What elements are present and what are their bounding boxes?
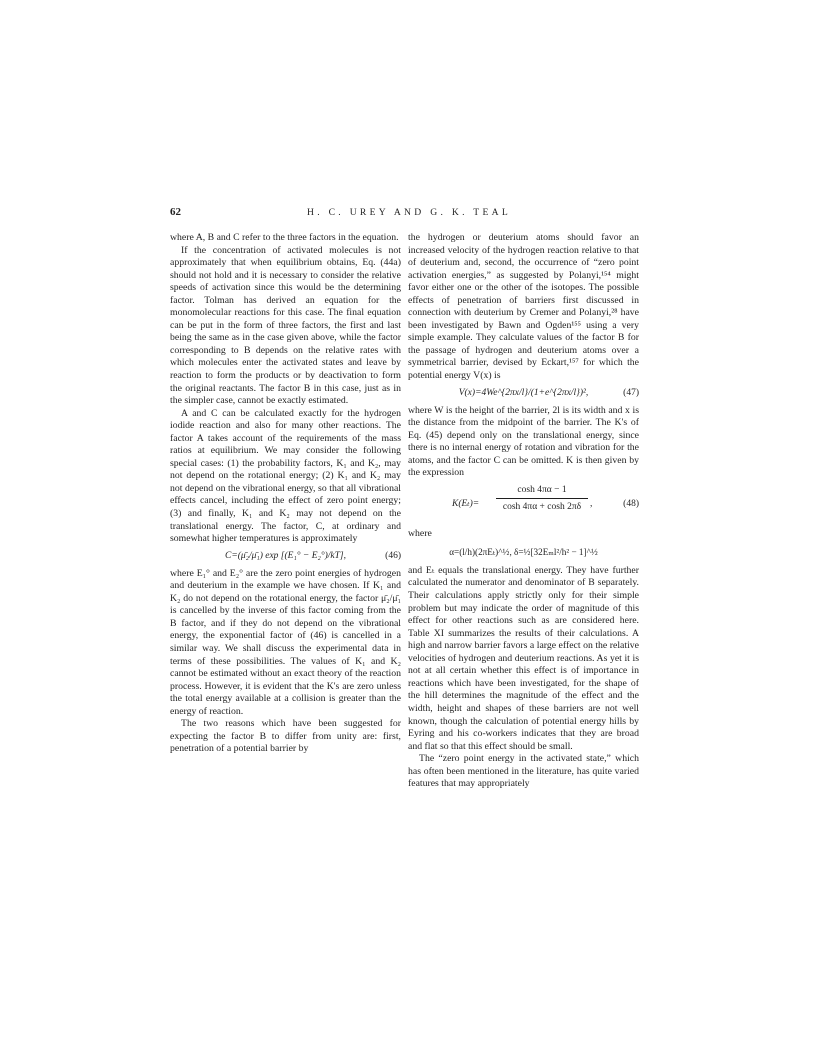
paragraph: The two reasons which have been suggested for expecting the factor B to differ from unity are: first, penetration of a potential barrier by (170, 718, 401, 755)
equation-46 (170, 550, 401, 564)
equation-body: C=(μ̄₂/μ̄₁) exp [(E₁° − E₂°)/kT], (225, 550, 346, 561)
running-title: H. C. UREY AND G. K. TEAL (306, 207, 512, 218)
equation-number: (48) (623, 498, 639, 509)
equation-48 (408, 484, 639, 524)
page-number: 62 (170, 206, 181, 218)
right-column (408, 232, 639, 791)
fraction-numerator: cosh 4πα − 1 (517, 484, 567, 495)
fraction-denominator: cosh 4πα + cosh 2πδ (502, 501, 582, 512)
page-header (170, 206, 648, 222)
where-label: where (408, 527, 432, 539)
equation-47 (408, 387, 639, 401)
left-column (170, 232, 401, 756)
equation-lhs: K(Eₜ)= (452, 498, 480, 509)
paragraph: where A, B and C refer to the three factors in the equation. (170, 232, 399, 243)
paragraph: A and C can be calculated exactly for the hydrogen iodide reaction and also for many other reactions. The factor A takes account of the requirements of the mass ratios at equilibrium. We may consider the following special cases: (1) the probability factors, K₁ and K₂, may not depend on the rotational energy; (2) K₁ and K₂ may not depend on the vibrational energy, so that all vibrational effects cancel, including the effect of zero point energy; (3) and finally, K₁ and K₂ may not depend on the translational energy. The factor, C, at ordinary and somewhat higher temperatures is approximately (170, 407, 401, 545)
equation-number: (47) (623, 387, 639, 398)
paragraph: and Eₜ equals the translational energy. They have further calculated the numerator and denominator of B separately. Their calculations apply strictly only for their simple problem but may indicate the order of magnitude of this effect for other reactions such as are considered here. Table XI summarizes the results of their calculations. A high and narrow barrier favors a large effect on the relative velocities of hydrogen and deuterium reactions. As yet it is not at all certain whether this effect is of importance in reactions which have been investigated, for the shape of the hill determines the magnitude of the effect and the width, height and shapes of these barriers are not well known, though the calculation of potential energy hills by Eyring and his co-workers indicates that they are broad and flat so that this effect should be small. (408, 564, 639, 752)
equation-body: V(x)=4We^{2πx/l}/(1+e^{2πx/l})², (458, 387, 589, 398)
equation-comma: , (590, 498, 593, 509)
paragraph: The “zero point energy in the activated state,” which has often been mentioned in the literature, has quite varied features that may appropriately (408, 753, 639, 790)
fraction-bar (496, 498, 588, 499)
paragraph: If the concentration of activated molecules is not approximately that when equilibrium obtains, Eq. (44a) should not hold and it is necessary to consider the relative speeds of activation since this would be the determining factor. Tolman has derived an equation for the monomolecular reactions for this case. The final equation can be put in the form of three factors, the first and last being the same as in the case given above, while the factor corresponding to B depends on the relative rates with which molecules enter the activated states and leave by reaction to form the products or by deactivation to form the original reactants. The factor B in this case, just as in the simpler case, cannot be exactly estimated. (170, 244, 401, 407)
alpha-delta-definitions: α=(l/h)(2πEₜ)^½, δ=½[32Eₘl²/h² − 1]^½ (449, 547, 598, 558)
equation-fraction (496, 484, 588, 514)
paragraph: where W is the height of the barrier, 2l is its width and x is the distance from the midpoint of the barrier. The K's of Eq. (45) depend only on the translational energy, since there is no internal energy of rotation and vibration for the atoms, and the factor C can be omitted. K is then given by the expression (408, 404, 639, 479)
equation-number: (46) (385, 550, 401, 561)
paragraph: where E₁° and E₂° are the zero point energies of hydrogen and deuterium in the example we have chosen. If K₁ and K₂ do not depend on the rotational energy, the factor μ̄₂/μ̄₁ is cancelled by the inverse of this factor coming from the B factor, and if they do not depend on the vibrational energy, the exponential factor of (46) is cancelled in a similar way. We shall discuss the experimental data in terms of these possibilities. The values of K₁ and K₂ cannot be estimated without an exact theory of the reaction process. However, it is evident that the K's are zero unless the total energy available at a collision is greater than the energy of reaction. (170, 567, 401, 717)
paragraph: the hydrogen or deuterium atoms should favor an increased velocity of the hydrogen reaction relative to that of deuterium and, second, the occurrence of “zero point activation energies,” as suggested by Polanyi,¹⁵⁴ might favor either one or the other of the isotopes. The possible effects of penetration of barriers first discussed in connection with deuterium by Cremer and Polanyi,²⁸ have been investigated by Bawn and Ogden¹⁵⁵ using a very simple example. They calculate values of the factor B for the passage of hydrogen and deuterium atoms over a symmetrical barrier, devised by Eckart,¹⁵⁷ for which the potential energy V(x) is (408, 232, 639, 382)
